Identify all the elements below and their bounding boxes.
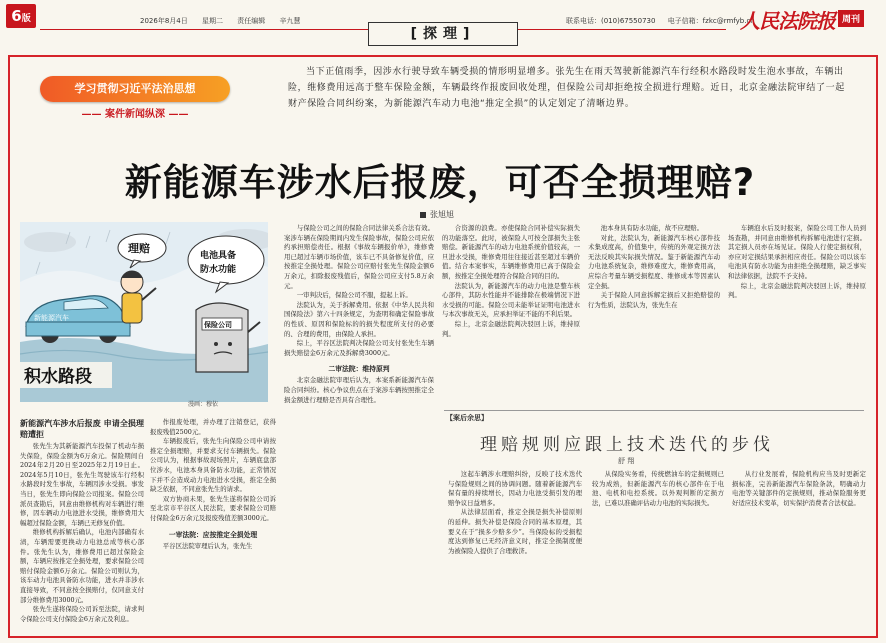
- commentary-author: 舒 翔: [618, 457, 635, 465]
- col3-paragraph-4: 综上，平谷区法院判决保险公司支付张先生车辆损失赔偿金6万余元及拆解费3000元。: [284, 339, 434, 357]
- commentary-title: 理赔规则应跟上技术迭代的步伐: [480, 435, 774, 455]
- col2-paragraph-2: 车辆报废后，张先生向保险公司申请按推定全损理赔，并要求支付车辆损失。保险公司认为，根据事故现场照片，车辆底盘部位涉水，电池本身具备防水功能，正常情况下并不会造成动力电池进水受损，推定全损缺乏依据，不同意张先生的请求。: [150, 437, 276, 494]
- col2-paragraph-1: 作报废处理，并办理了注销登记，获得报废残值2500元。: [150, 418, 276, 436]
- masthead-tag: 周刊: [838, 10, 864, 27]
- contact-email: 电子信箱：fzkc@rmfyb.cn: [667, 17, 755, 25]
- bubble-insurer-text-2: 防水功能: [200, 265, 237, 275]
- page-number-badge: 6版: [6, 4, 36, 28]
- commentary-column-1: [448, 470, 582, 632]
- road-label: 积水路段: [24, 367, 92, 387]
- header-contact: [566, 16, 765, 26]
- kicker-subtitle: —— 案件新闻纵深 ——: [81, 109, 189, 120]
- commentary-paragraph-4: 从行业发展看，保险机构应当及时更新定损标准，完善新能源汽车保险条款，明确动力电池等关键部件的定损规则，推动保险服务更好适应技术变革，切实保护消费者合法权益。: [732, 470, 866, 507]
- article-column-5: [588, 224, 720, 408]
- car-label: 新能源汽车: [34, 314, 69, 322]
- insurer-sign: 保险公司: [204, 321, 232, 329]
- col1-paragraph-3: 张先生遂将保险公司诉至法院，请求判令保险公司支付保险金6万余元及利息。: [20, 605, 144, 623]
- bubble-insurer-text-1: 电池具备: [200, 251, 237, 261]
- kicker-title: 学习贯彻习近平法治思想: [40, 76, 230, 102]
- article-column-2: [150, 418, 276, 632]
- col4-paragraph-1: 合资源的浪费。亦使保险合同补偿实际损失的功能落空。此时，被保险人可按全部损失主张赔偿。新能源汽车的动力电池系统价值较高，一旦进水受损，维修费用往往接近甚至超过车辆价值。结合本案事实，车辆维修费用已高于保险金额，按推定全损处理符合保险合同的目的。: [442, 224, 580, 280]
- col3-paragraph-5: 北京金融法院审理后认为，本案系新能源汽车保险合同纠纷。核心争议焦点在于案涉车辆按照推定全损金额进行理赔是否具有合理性。: [284, 376, 434, 404]
- commentary-divider: [444, 410, 864, 411]
- article-column-4: [442, 224, 580, 408]
- headline: 新能源车涉水后报废，可否全损理赔?: [124, 161, 756, 204]
- commentary-column-3: [732, 470, 866, 632]
- editor-name: 辛九慧: [279, 17, 301, 25]
- byline: 张旭旭: [420, 209, 454, 220]
- col3-paragraph-3: 法院认为，关于拆解费用。依据《中华人民共和国保险法》第六十四条规定，为查明和确定保险事故的性质、原因和保险标的的损失程度所支付的必要的、合理的费用，由保险人承担。: [284, 300, 434, 338]
- column-tag: [探理]: [368, 22, 518, 46]
- article-column-3: [284, 224, 434, 632]
- col1-paragraph-2: 维修机构拆解后确认，电池内部确有水渍，车辆需要更换动力电池总成等核心部件。张先生认为，维修费用已超过保险金额，车辆应按推定全损处理，要求保险公司赔付保险金额6万余元。保险公司则认为，该车动力电池具备防水功能，进水并非涉水直接导致，不同意按全损赔付，仅同意支付部分维修费用3000元。: [20, 528, 144, 604]
- col6-paragraph-2: 综上，北京金融法院判决驳回上诉，维持原判。: [728, 281, 866, 300]
- col3-paragraph-1: 与保险公司之间的保险合同法律关系合法有效。案涉车辆在保险期间内发生保险事故，保险公司应依约承担赔偿责任。根据《事故车辆报价单》，维修费用已超过车辆市场价值，该车已不具备修复价值，应按推定全损处理。保险公司应赔付张先生保险金额6万余元，扣除报废残值后，保险公司应支付5.8万余元。: [284, 224, 434, 290]
- contact-phone: 联系电话：(010)67550730: [566, 17, 656, 25]
- issue-date: 2026年8月4日: [140, 17, 188, 25]
- col3-paragraph-2: 一审判决后，保险公司不服，提起上诉。: [296, 291, 412, 300]
- article-column-6: [728, 224, 866, 408]
- subhead-second-instance: 二审法院：维持原判: [328, 365, 390, 374]
- lead-paragraph: 当下正值雨季，因涉水行驶导致车辆受损的情形明显增多。张先生在雨天驾驶新能源汽车行经积水路段时发生泡水事故，车辆出险，维修费用远高于整车保险金额，车辆最终作报废回收处理，但保险公司却拒绝按全损进行理赔。近日，北京金融法院审结了一起财产保险合同纠纷案，为新能源汽车动力电池“推定全损”的认定划定了清晰边界。: [288, 67, 845, 109]
- editor-label: 责任编辑: [237, 17, 266, 25]
- col5-paragraph-3: 关于保险人同意拆解定损后又拒绝赔偿的行为性质，法院认为，张先生在: [588, 291, 720, 309]
- masthead-logo: 人民法院报: [740, 9, 835, 33]
- col5-paragraph-2: 对此，法院认为，新能源汽车核心部件技术集成度高，价值集中，传统的外观定损方法无法反映其实际损失情况。鉴于新能源汽车动力电池系统复杂，维修难度大，维修费用高，应综合考量车辆受损程度、维修成本等因素认定全损。: [588, 233, 720, 290]
- commentary-column-2: [592, 470, 724, 632]
- section-heading-1: 新能源汽车涉水后报废 申请全损理赔遭拒: [20, 419, 144, 439]
- subhead-first-instance: 一审法院：应按推定全损处理: [168, 530, 258, 539]
- article-column-1: [20, 418, 144, 632]
- col6-paragraph-1: 车辆泡水后及时报案，保险公司工作人员到场查勘，并同意由维修机构拆解电池进行定损。其定损人员亦在场见证。保险人行使定损权利，亦应对定损结果承担相应责任。保险公司以该车电池具有防水功能为由拒绝全损理赔，缺乏事实和法律依据，法院不予支持。: [728, 224, 866, 280]
- col5-paragraph-1: 池本身具有防水功能，故不应理赔。: [600, 224, 704, 232]
- bubble-claim-text: 理赔: [128, 242, 150, 255]
- col4-paragraph-2: 法院认为，新能源汽车的动力电池是整车核心部件，其防水性能并不能排除在极端情况下进水受损的可能。保险公司未能举证证明电池进水与本次事故无关，应承担举证不能的不利后果。: [442, 281, 580, 319]
- commentary-paragraph-3: 从保险实务看，传统燃油车的定损规则已较为成熟，但新能源汽车的核心部件在于电池、电机和电控系统。以外观判断的定损方法，已难以准确评估动力电池的实际损失。: [592, 470, 724, 507]
- header-meta: [140, 16, 312, 26]
- commentary-label: 【案后余思】: [446, 414, 488, 422]
- col4-paragraph-3: 综上，北京金融法院判决驳回上诉，维持原判。: [442, 319, 580, 338]
- illustration-caption: 漫画：穆依: [188, 401, 219, 408]
- col2-paragraph-4: 平谷区法院审理后认为，张先生: [162, 541, 253, 550]
- commentary-paragraph-1: 这起车辆涉水理赔纠纷，反映了技术迭代与保险规则之间的协调问题。随着新能源汽车保有量的持续增长，因动力电池受损引发的理赔争议日益增多。: [448, 470, 582, 507]
- issue-weekday: 星期二: [201, 17, 223, 25]
- series-kicker: [40, 76, 230, 122]
- commentary-paragraph-2: 从法律层面看，推定全损是损失补偿原则的延伸。损失补偿是保险合同的基本原理，其要义在于“损多少赔多少”。当保险标的受损程度达到修复已无经济意义时，推定全损制度便为被保险人提供了合理救济。: [448, 508, 582, 555]
- col2-paragraph-3: 双方协商未果，张先生遂将保险公司诉至北京市平谷区人民法院，要求保险公司赔付保险金6万余元及报废残值差额3000元。: [150, 494, 276, 522]
- col1-paragraph-1: 张先生为其新能源汽车投保了机动车损失保险，保险金额为6万余元。保险期间自2024年2月20日至2025年2月19日止。2024年5月10日，张先生驾驶该车行经积水路段时发生事故，车辆因涉水受损。事发当日，张先生即向保险公司报案。保险公司派员查勘后，同意由维修机构对车辆进行维修，因车辆动力电池进水受损，维修费用大幅超过保险金额，车辆已无修复价值。: [20, 442, 144, 527]
- cartoon-illustration: [20, 222, 268, 402]
